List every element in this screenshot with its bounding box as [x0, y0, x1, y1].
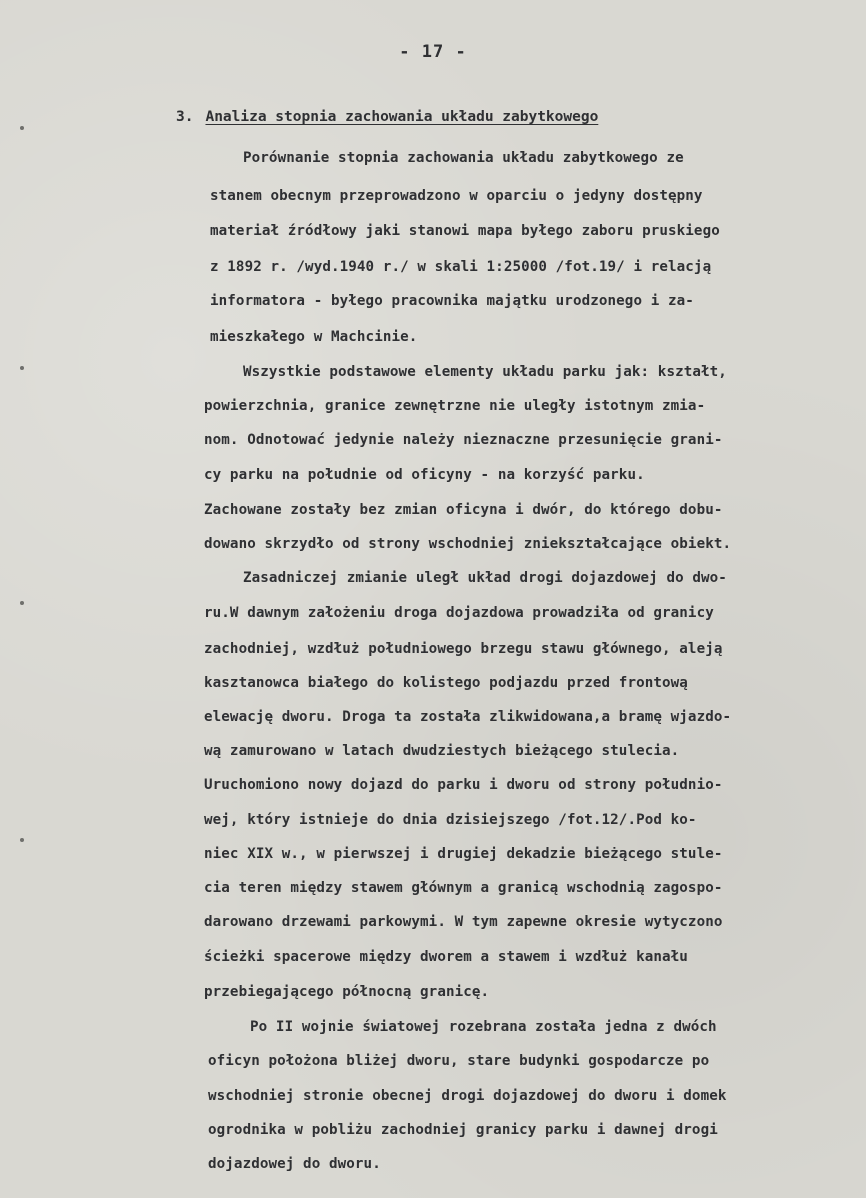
text-line: wej, który istnieje do dnia dzisiejszego /fot.12/.Pod ko- — [204, 812, 697, 828]
text-line: Zachowane zostały bez zmian oficyna i dwór, do którego dobu- — [204, 502, 723, 518]
text-line: dowano skrzydło od strony wschodniej zniekształcające obiekt. — [204, 536, 732, 552]
page-number: - 17 - — [399, 42, 467, 62]
text-line: Uruchomiono nowy dojazd do parku i dworu od strony południo- — [204, 777, 723, 793]
text-line: wschodniej stronie obecnej drogi dojazdowej do dworu i domek — [208, 1088, 727, 1104]
text-line: ru.W dawnym założeniu droga dojazdowa prowadziła od granicy — [204, 605, 714, 621]
text-line: materiał źródłowy jaki stanowi mapa byłego zaboru pruskiego — [210, 223, 720, 239]
text-line: cia teren między stawem głównym a granicą wschodnią zagospo- — [204, 880, 723, 896]
text-line: elewację dworu. Droga ta została zlikwidowana,a bramę wjazdo- — [204, 709, 732, 725]
text-line: ścieżki spacerowe między dworem a stawem i wzdłuż kanału — [204, 949, 688, 965]
punch-hole-mark — [20, 838, 24, 842]
text-line: darowano drzewami parkowymi. W tym zapewne okresie wytyczono — [204, 914, 723, 930]
section-number: 3. — [176, 109, 194, 125]
text-line: powierzchnia, granice zewnętrzne nie uległy istotnym zmia- — [204, 398, 706, 414]
text-line: Zasadniczej zmianie uległ układ drogi dojazdowej do dwo- — [243, 570, 727, 586]
punch-hole-mark — [20, 601, 24, 605]
text-line: Po II wojnie światowej rozebrana została jedna z dwóch — [250, 1019, 717, 1035]
text-line: cy parku na południe od oficyny - na korzyść parku. — [204, 467, 645, 483]
text-line: oficyn położona bliżej dworu, stare budynki gospodarcze po — [208, 1053, 710, 1069]
text-line: Wszystkie podstawowe elementy układu parku jak: kształt, — [243, 364, 727, 380]
text-line: kasztanowca białego do kolistego podjazdu przed frontową — [204, 675, 688, 691]
punch-hole-mark — [20, 126, 24, 130]
text-line: Porównanie stopnia zachowania układu zabytkowego ze — [243, 150, 684, 166]
text-line: nom. Odnotować jedynie należy nieznaczne przesunięcie grani- — [204, 432, 723, 448]
text-line: stanem obecnym przeprowadzono w oparciu o jedyny dostępny — [210, 188, 703, 204]
text-line: dojazdowej do dworu. — [208, 1156, 381, 1172]
text-line: mieszkałego w Machcinie. — [210, 329, 418, 345]
punch-hole-mark — [20, 366, 24, 370]
text-line: ogrodnika w pobliżu zachodniej granicy parku i dawnej drogi — [208, 1122, 718, 1138]
text-line: zachodniej, wzdłuż południowego brzegu stawu głównego, aleją — [204, 641, 723, 657]
text-line: przebiegającego północną granicę. — [204, 984, 490, 1000]
text-line: z 1892 r. /wyd.1940 r./ w skali 1:25000 /fot.19/ i relacją — [210, 259, 712, 275]
text-line: informatora - byłego pracownika majątku urodzonego i za- — [210, 293, 694, 309]
text-line: wą zamurowano w latach dwudziestych bieżącego stulecia. — [204, 743, 680, 759]
section-heading — [176, 109, 598, 125]
section-title: Analiza stopnia zachowania układu zabytkowego — [205, 109, 599, 125]
text-line: niec XIX w., w pierwszej i drugiej dekadzie bieżącego stule- — [204, 846, 723, 862]
